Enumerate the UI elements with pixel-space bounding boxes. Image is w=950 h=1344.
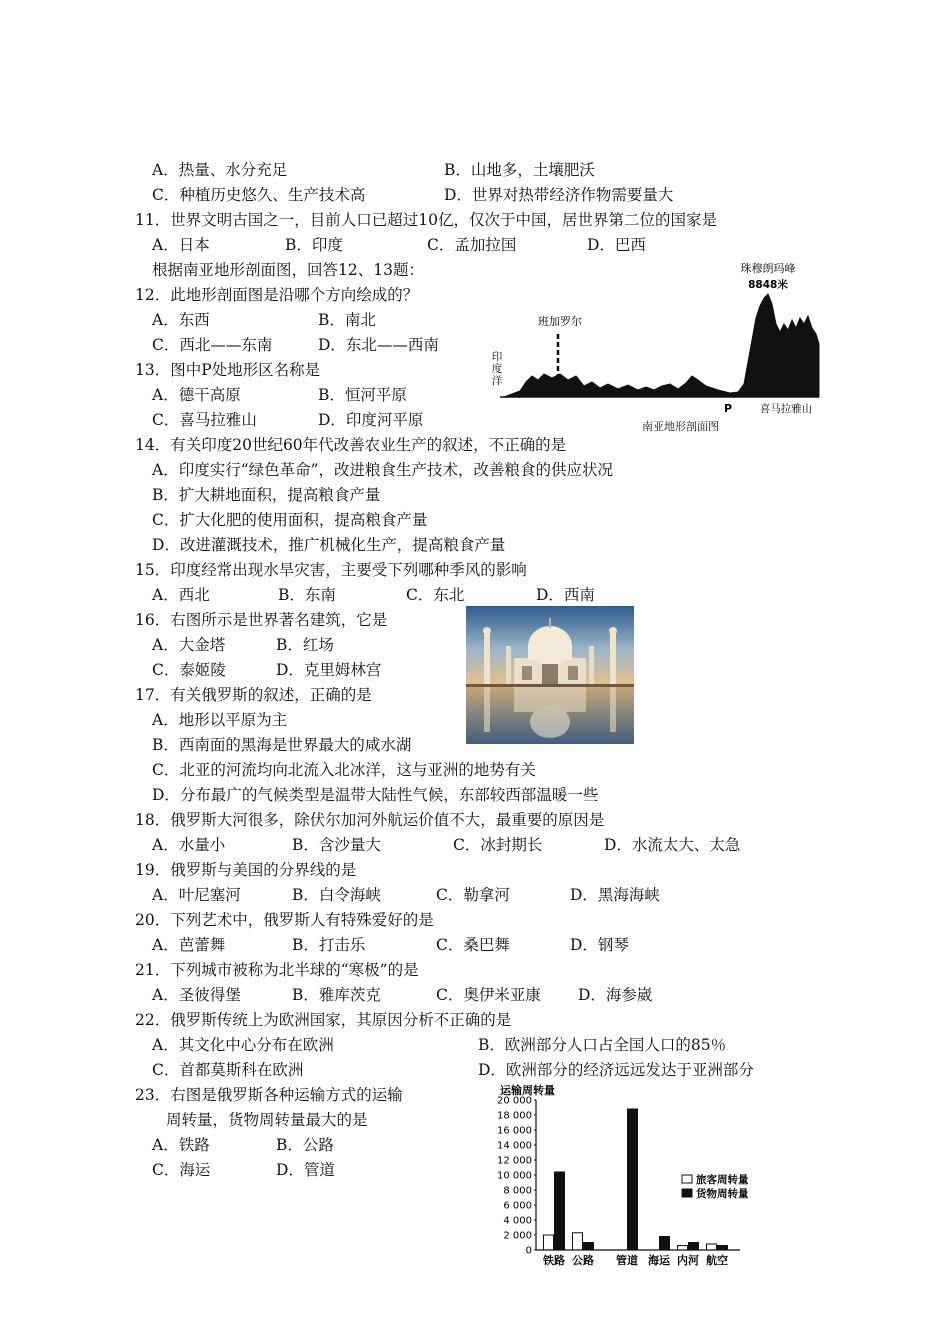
q22-option-d: D．欧洲部分的经济远远发达于亚洲部分: [478, 1061, 754, 1079]
q20-option-b: B．打击乐: [292, 936, 366, 954]
q21-option-a: A．圣彼得堡: [152, 986, 241, 1004]
q11-option-c: C．孟加拉国: [427, 236, 517, 254]
q11-stem: 11．世界文明古国之一，目前人口已超过10亿，仅次于中国，居世界第二位的国家是: [135, 211, 717, 229]
x-category-label: 内河: [677, 1254, 699, 1267]
q16-option-a: A．大金塔: [152, 636, 226, 654]
y-tick-label: 16 000: [497, 1125, 532, 1137]
p-label: P: [723, 402, 733, 415]
q12-option-a: A．东西: [152, 311, 210, 329]
x-category-label: 公路: [572, 1254, 594, 1267]
q12-option-d: D．东北——西南: [318, 336, 439, 354]
q15-option-d: D．西南: [536, 586, 595, 604]
q13-option-a: A．德干高原: [152, 386, 241, 404]
q10-option-c: C．种植历史悠久、生产技术高: [152, 186, 366, 204]
x-category-label: 海运: [648, 1254, 670, 1267]
q13-stem: 13．图中P处地形区名称是: [135, 361, 321, 379]
peak-name-label: 珠穆朗玛峰: [740, 262, 796, 275]
q11-option-b: B．印度: [285, 236, 343, 254]
bar-passenger-1: [573, 1233, 583, 1250]
q19-option-d: D．黑海海峡: [570, 886, 660, 904]
bar-passenger-0: [544, 1235, 554, 1250]
ocean-label-1: 印: [491, 351, 503, 363]
q17-option-b: B．西南面的黑海是世界最大的咸水湖: [152, 736, 412, 754]
q16-stem: 16．右图所示是世界著名建筑，它是: [135, 611, 388, 629]
taj-mahal-photo: [466, 606, 634, 744]
terrain-profile-figure: [486, 258, 831, 438]
legend-freight-label: 货物周转量: [696, 1188, 749, 1200]
q20-option-d: D．钢琴: [570, 936, 629, 954]
q17-option-a: A．地形以平原为主: [152, 711, 288, 729]
y-tick-label: 8 000: [503, 1185, 532, 1197]
ocean-label-3: 洋: [491, 375, 503, 387]
q17-option-c: C．北亚的河流均向北流入北冰洋，这与亚洲的地势有关: [152, 761, 536, 779]
legend-freight-swatch: [682, 1189, 692, 1197]
bar-freight-2: [628, 1109, 638, 1250]
q15-option-c: C．东北: [406, 586, 465, 604]
q22-option-c: C．首都莫斯科在欧洲: [152, 1061, 304, 1079]
q19-option-c: C．勒拿河: [436, 886, 510, 904]
y-tick-label: 14 000: [497, 1140, 532, 1152]
q18-option-d: D．水流太大、太急: [604, 836, 741, 854]
q23-option-a: A．铁路: [152, 1136, 210, 1154]
q17-stem: 17．有关俄罗斯的叙述，正确的是: [135, 686, 372, 704]
q15-option-b: B．东南: [278, 586, 336, 604]
q12-option-c: C．西北——东南: [152, 336, 273, 354]
y-tick-label: 0: [525, 1245, 532, 1257]
q13-option-b: B．恒河平原: [318, 386, 407, 404]
q11-option-a: A．日本: [152, 236, 210, 254]
y-tick-label: 12 000: [497, 1155, 532, 1167]
q21-option-b: B．雅库茨克: [292, 986, 381, 1004]
transport-bar-chart: [486, 1080, 786, 1270]
q14-option-a: A．印度实行“绿色革命”，改进粮食生产技术，改善粮食的供应状况: [152, 461, 614, 479]
q21-stem: 21．下列城市被称为北半球的“寒极”的是: [135, 961, 419, 979]
q14-stem: 14．有关印度20世纪60年代改善农业生产的叙述，不正确的是: [135, 436, 567, 454]
y-tick-label: 2 000: [503, 1230, 532, 1242]
q18-stem: 18．俄罗斯大河很多，除伏尔加河外航运价值不大，最重要的原因是: [135, 811, 605, 829]
q23-option-c: C．海运: [152, 1161, 211, 1179]
q16-option-b: B．红场: [276, 636, 334, 654]
q14-option-d: D．改进灌溉技术，推广机械化生产，提高粮食产量: [152, 536, 506, 554]
bar-passenger-5: [707, 1244, 717, 1250]
q12-13-intro: 根据南亚地形剖面图，回答12、13题：: [152, 261, 424, 279]
q10-option-a: A．热量、水分充足: [152, 161, 288, 179]
q19-stem: 19．俄罗斯与美国的分界线的是: [135, 861, 357, 879]
y-tick-label: 10 000: [497, 1170, 532, 1182]
bar-freight-1: [584, 1243, 594, 1251]
mountain-label: 喜马拉雅山: [759, 403, 813, 415]
q11-option-d: D．巴西: [587, 236, 646, 254]
q22-option-b: B．欧洲部分人口占全国人口的85％: [478, 1036, 727, 1054]
legend-passenger-label: 旅客周转量: [696, 1174, 749, 1186]
y-tick-label: 4 000: [503, 1215, 532, 1227]
city-label: 班加罗尔: [538, 315, 582, 328]
bar-passenger-4: [678, 1246, 688, 1251]
q18-option-c: C．冰封期长: [453, 836, 543, 854]
q17-option-d: D．分布最广的气候类型是温带大陆性气候，东部较西部温暖一些: [152, 786, 599, 804]
ocean-label-2: 度: [491, 363, 503, 375]
y-tick-label: 20 000: [497, 1095, 532, 1107]
y-tick-label: 18 000: [497, 1110, 532, 1122]
q21-option-d: D．海参崴: [578, 986, 653, 1004]
q13-option-d: D．印度河平原: [318, 411, 424, 429]
q23-stem-cont: 周转量，货物周转量最大的是: [166, 1111, 368, 1129]
q21-option-c: C．奥伊米亚康: [436, 986, 541, 1004]
x-category-label: 航空: [706, 1254, 728, 1267]
q22-stem: 22．俄罗斯传统上为欧洲国家，其原因分析不正确的是: [135, 1011, 512, 1029]
q16-option-d: D．克里姆林宫: [276, 661, 382, 679]
q12-stem: 12．此地形剖面图是沿哪个方向绘成的？: [135, 286, 419, 304]
q16-option-c: C．泰姬陵: [152, 661, 226, 679]
q10-option-b: B．山地多，土壤肥沃: [444, 161, 595, 179]
x-category-label: 铁路: [543, 1254, 565, 1267]
q22-option-a: A．其文化中心分布在欧洲: [152, 1036, 334, 1054]
q10-option-d: D．世界对热带经济作物需要量大: [444, 186, 674, 204]
bar-freight-0: [555, 1172, 565, 1250]
q23-stem: 23．右图是俄罗斯各种运输方式的运输: [135, 1086, 403, 1104]
q15-option-a: A．西北: [152, 586, 210, 604]
bar-freight-5: [718, 1246, 728, 1251]
q23-option-d: D．管道: [276, 1161, 335, 1179]
q14-option-c: C．扩大化肥的使用面积，提高粮食产量: [152, 511, 428, 529]
bar-freight-4: [689, 1243, 699, 1251]
q20-option-c: C．桑巴舞: [436, 936, 510, 954]
x-category-label: 管道: [616, 1254, 638, 1267]
q14-option-b: B．扩大耕地面积，提高粮食产量: [152, 486, 381, 504]
legend-passenger-swatch: [682, 1175, 692, 1183]
q20-option-a: A．芭蕾舞: [152, 936, 226, 954]
q19-option-b: B．白令海峡: [292, 886, 381, 904]
q20-stem: 20．下列艺术中，俄罗斯人有特殊爱好的是: [135, 911, 434, 929]
peak-height-label: 8848米: [748, 279, 788, 291]
bar-freight-3: [660, 1237, 670, 1251]
y-tick-label: 6 000: [503, 1200, 532, 1212]
q19-option-a: A．叶尼塞河: [152, 886, 241, 904]
q12-option-b: B．南北: [318, 311, 376, 329]
chart-title: 运输周转量: [500, 1084, 555, 1097]
q23-option-b: B．公路: [276, 1136, 334, 1154]
profile-caption: 南亚地形剖面图: [642, 420, 719, 433]
q18-option-a: A．水量小: [152, 836, 226, 854]
taj-mahal-illustration: [466, 606, 634, 744]
q13-option-c: C．喜马拉雅山: [152, 411, 257, 429]
terrain-silhouette: [504, 294, 819, 397]
q15-stem: 15．印度经常出现水旱灾害，主要受下列哪种季风的影响: [135, 561, 527, 579]
q18-option-b: B．含沙量大: [292, 836, 381, 854]
